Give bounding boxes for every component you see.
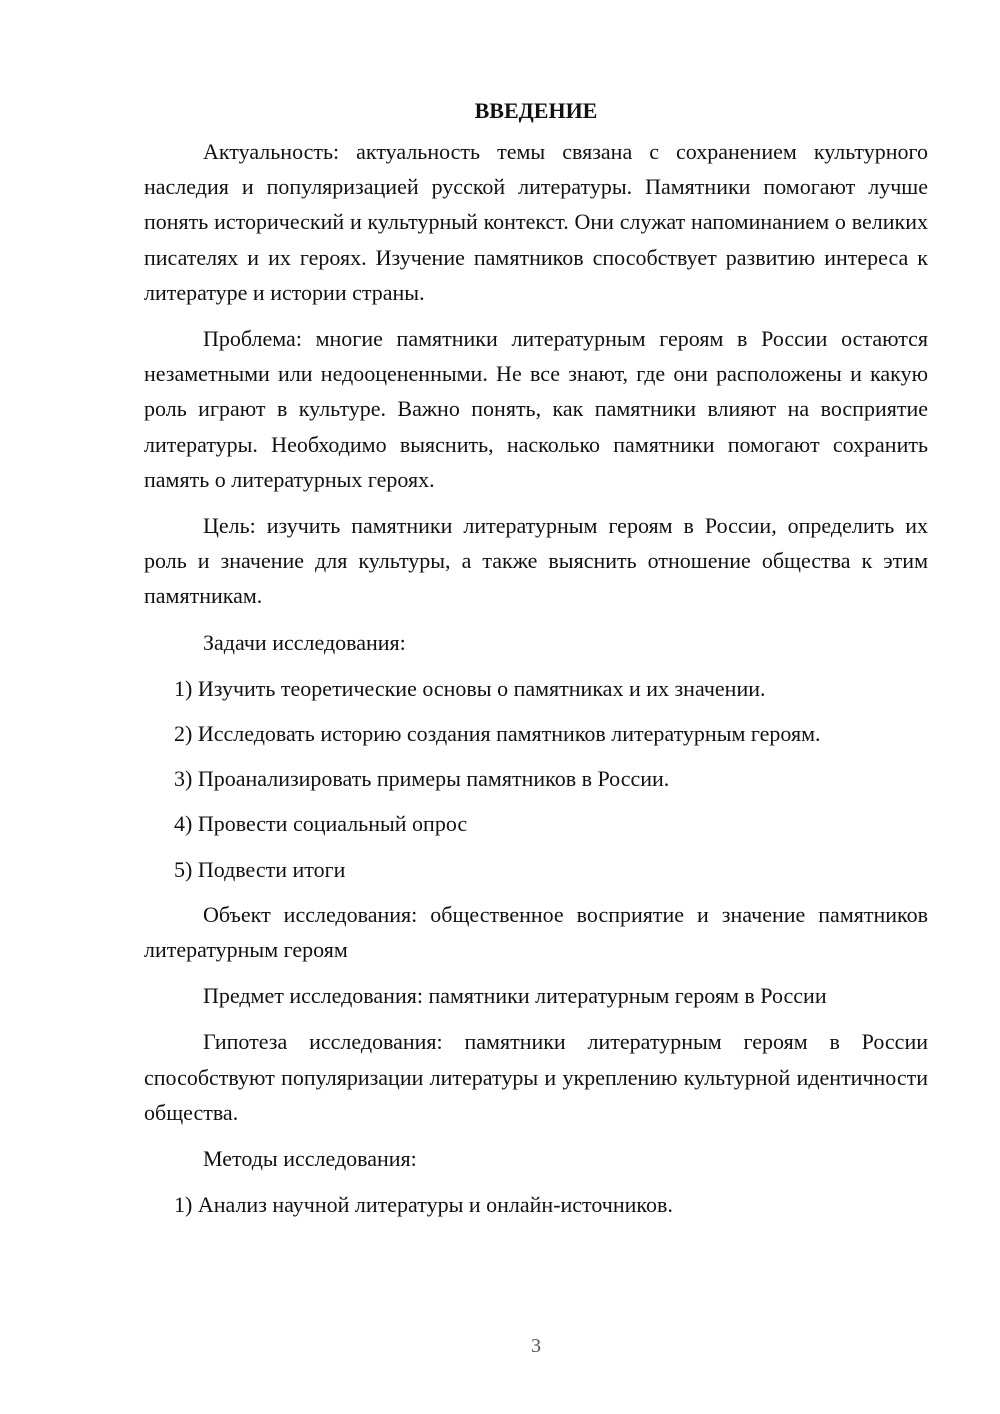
methods-heading: Методы исследования:	[203, 1146, 417, 1172]
task-item-1: 1) Изучить теоретические основы о памятниках и их значении.	[174, 675, 766, 701]
subject-paragraph: Предмет исследования: памятники литературным героям в России	[203, 983, 827, 1009]
object-paragraph: Объект исследования: общественное восприятие и значение памятников литературным героям	[144, 901, 928, 963]
tasks-heading: Задачи исследования:	[203, 629, 406, 655]
document-page	[144, 96, 928, 1232]
document-title: ВВЕДЕНИЕ	[474, 98, 598, 123]
goal-paragraph: Цель: изучить памятники литературным героям в России, определить их роль и значение для культуры, а также выяснить отношение общества к этим памятникам.	[144, 513, 928, 609]
task-item-2: 2) Исследовать историю создания памятников литературным героям.	[174, 721, 821, 747]
method-item-1: 1) Анализ научной литературы и онлайн-источников.	[174, 1192, 673, 1218]
task-item-4: 4) Провести социальный опрос	[174, 811, 468, 837]
relevance-paragraph: Актуальность: актуальность темы связана с сохранением культурного наследия и популяризацией русской литературы. Памятники помогают лучше понять исторический и культурный контекст. Они служат напоминанием о великих писателях и их героях. Изучение памятников способствует развитию интереса к литературе и истории страны.	[144, 139, 928, 305]
page-number: 3	[531, 1335, 541, 1357]
task-item-5: 5) Подвести итоги	[174, 856, 346, 882]
task-item-3: 3) Проанализировать примеры памятников в России.	[174, 766, 670, 792]
problem-paragraph: Проблема: многие памятники литературным героям в России остаются незаметными или недооцененными. Не все знают, где они расположены и какую роль играют в культуре. Важно понять, как памятники влияют на восприятие литературы. Необходимо выяснить, насколько памятники помогают сохранить память о литературных героях.	[144, 326, 928, 492]
hypothesis-paragraph: Гипотеза исследования: памятники литературным героям в России способствуют популяризации литературы и укреплению культурной идентичности общества.	[144, 1029, 928, 1125]
